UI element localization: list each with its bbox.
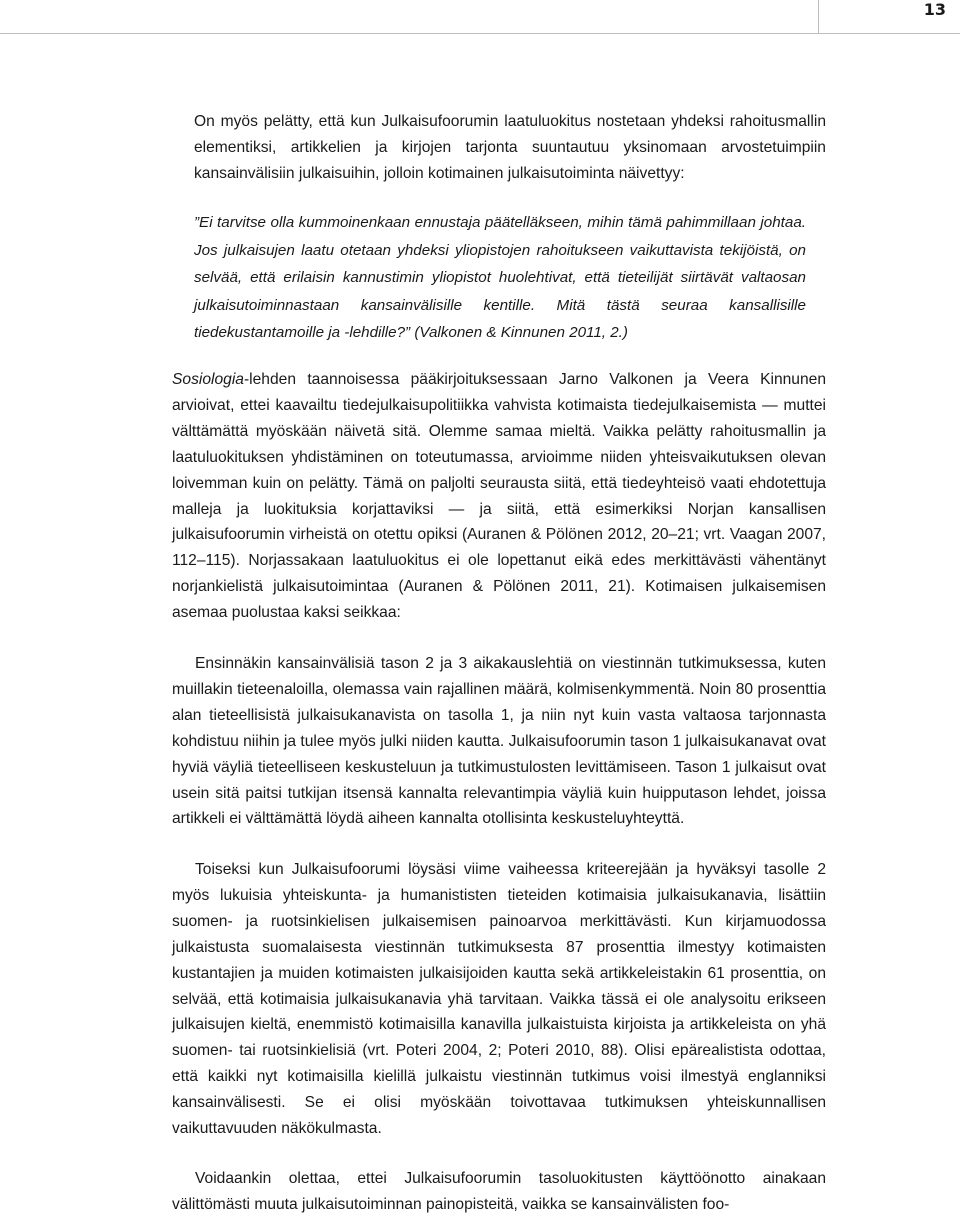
page-number-box (818, 0, 960, 33)
conclusion-paragraph: Voidaankin olettaa, ettei Julkaisufoorumin tasoluokitusten käyttöönotto ainakaan välittömästi muuta julkaisutoiminnan painopisteitä, vaikka se kansainvälisten foo- (172, 1170, 826, 1213)
page-number: 13 (923, 0, 946, 19)
sosiologia-paragraph (172, 367, 826, 626)
first-point-paragraph: Ensinnäkin kansainvälisiä tason 2 ja 3 aikakauslehtiä on viestinnän tutkimuksessa, kuten muillakin tieteenaloilla, olemassa vain rajallinen määrä, kolmisenkymmentä. Noin 80 prosenttia alan tieteellisistä julkaisukanavista on tasolla 1, ja niin nyt kuin vasta valtaosa tarjonnasta kohdistuu niihin ja tulee myös julki niiden kautta. Julkaisufoorumin tason 1 julkaisukanavat ovat hyviä väyliä tieteelliseen keskusteluun ja tutkimustulosten levittämiseen. Tason 1 julkaisut ovat usein sitä paitsi tutkijan itsensä kannalta relevantimpia väyliä kuin huipputason lehdet, joissa artikkeli ei välttämättä löydä aiheen kannalta otollisinta keskusteluyhteyttä. (172, 655, 826, 828)
header-rule (0, 33, 960, 34)
journal-name: Sosiologia (172, 371, 244, 388)
sosiologia-paragraph-text: -lehden taannoisessa pääkirjoituksessaan Jarno Valkonen ja Veera Kinnunen arvioivat, ettei kaavailtu tiedejulkaisupolitiikka vahvista kotimaista tiedejulkaisemista — muttei välttämättä myöskään näivetä sitä. Olemme samaa mieltä. Vaikka pelätty rahoitusmallin ja laatuluokituksen yhdistäminen on toteutumassa, arvioimme niiden yhteisvaikutuksen olevan loivemman kuin on pelätty. Tämä on paljolti seurausta siitä, että tiedeyhteisö vaati ehdotettuja malleja ja luokituksia korjattaviksi — ja siitä, että esimerkiksi Norjan kansallisen julkaisufoorumin virheistä on otettu opiksi (Auranen & Pölönen 2012, 20–21; vrt. Vaagan 2007, 112–115). Norjassakaan laatuluokitus ei ole lopettanut eikä edes merkittävästi vähentänyt norjankielistä julkaisutoimintaa (Auranen & Pölönen 2011, 21). Kotimaisen julkaisemisen asemaa puolustaa kaksi seikkaa: (172, 371, 826, 622)
intro-paragraph: On myös pelätty, että kun Julkaisufoorumin laatuluokitus nostetaan yhdeksi rahoitusmallin elementiksi, artikkelien ja kirjojen tarjonta suuntautuu yksinomaan arvostetuimpiin kansainvälisiin julkaisuihin, jolloin kotimainen julkaisutoiminta näivettyy: (194, 113, 826, 182)
block-quote: ”Ei tarvitse olla kummoinenkaan ennustaja päätelläkseen, mihin tämä pahimmillaan johtaa. Jos julkaisujen laatu otetaan yhdeksi yliopistojen rahoitukseen vaikuttavista tekijöistä, on selvää, että erilaisin kannustimin yliopistot huolehtivat, että tieteilijät siirtävät valtaosan julkaisutoiminnastaan kansainvälisille kentille. Mitä tästä seuraa kansallisille tiedekustantamoille ja -lehdille?” (Valkonen & Kinnunen 2011, 2.) (194, 214, 806, 341)
second-point-paragraph: Toiseksi kun Julkaisufoorumi löysäsi viime vaiheessa kriteerejään ja hyväksyi tasolle 2 myös lukuisia yhteiskunta- ja humanististen tieteiden kotimaisia julkaisukanavia, lisättiin suomen- ja ruotsinkielisen julkaisemisen painoarvoa merkittävästi. Kun kirjamuodossa julkaistusta suomalaisesta viestinnän tutkimuksesta 87 prosenttia ilmestyy kotimaisten kustantajien ja muiden kotimaisten julkaisijoiden kautta sekä artikkeleistakin 61 prosenttia, on selvää, että kotimaisia julkaisukanavia yhä tarvitaan. Vaikka tässä ei ole analysoitu erikseen julkaisujen kieltä, enemmistö kotimaisilla kanavilla julkaistuista kirjoista ja artikkeleista on yhä suomen- tai ruotsinkielisiä (vrt. Poteri 2004, 2; Poteri 2010, 88). Olisi epärealistista odottaa, että kaikki nyt kotimaisilla kielillä julkaistu viestinnän tutkimus voisi ilmestyä englanniksi kansainvälisesti. Se ei olisi myöskään toivottavaa tutkimuksen yhteiskunnallisen vaikuttavuuden näkökulmasta. (172, 861, 826, 1138)
